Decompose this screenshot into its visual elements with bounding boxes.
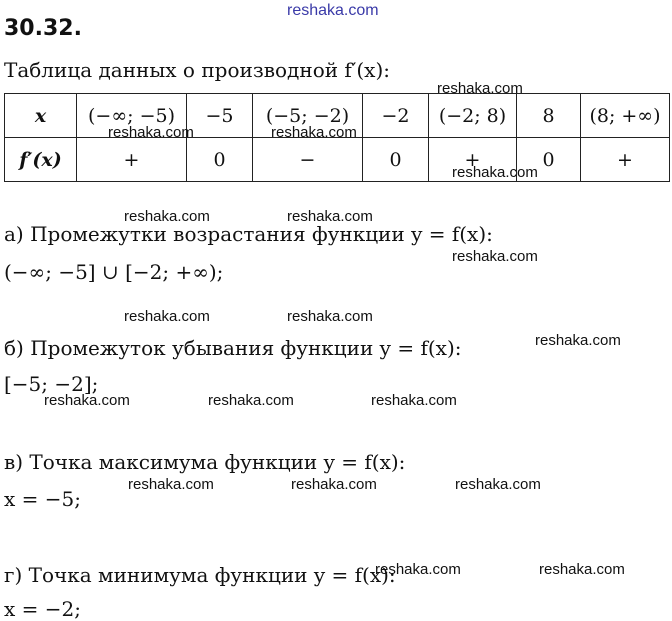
table-header-cell: x xyxy=(5,94,77,138)
table-row-derivative xyxy=(5,138,670,182)
watermark: reshaka.com xyxy=(452,248,538,265)
table-cell: + xyxy=(77,138,187,182)
watermark: reshaka.com xyxy=(287,308,373,325)
table-cell: 0 xyxy=(187,138,253,182)
watermark-top: reshaka.com xyxy=(287,2,379,19)
watermark: reshaka.com xyxy=(128,476,214,493)
watermark: reshaka.com xyxy=(44,392,130,409)
watermark: reshaka.com xyxy=(271,124,357,141)
answer-d-value: x = −2; xyxy=(4,597,81,621)
answer-b-title: б) Промежуток убывания функции y = f(x): xyxy=(4,336,462,360)
answer-a-title: а) Промежутки возрастания функции y = f(x): xyxy=(4,222,493,246)
table-cell: 8 xyxy=(517,94,581,138)
table-cell: 0 xyxy=(363,138,429,182)
watermark: reshaka.com xyxy=(108,124,194,141)
watermark: reshaka.com xyxy=(208,392,294,409)
table-cell: −2 xyxy=(363,94,429,138)
table-cell: + xyxy=(581,138,670,182)
watermark: reshaka.com xyxy=(452,164,538,181)
watermark: reshaka.com xyxy=(291,476,377,493)
answer-d-title: г) Точка минимума функции y = f(x): xyxy=(4,563,396,587)
table-caption: Таблица данных о производной f′(x): xyxy=(4,58,390,82)
table-cell: − xyxy=(253,138,363,182)
watermark: reshaka.com xyxy=(124,208,210,225)
problem-number: 30.32. xyxy=(4,16,82,41)
watermark: reshaka.com xyxy=(371,392,457,409)
table-cell: (−∞; −5) xyxy=(77,94,187,138)
watermark: reshaka.com xyxy=(375,561,461,578)
watermark: reshaka.com xyxy=(539,561,625,578)
answer-c-title: в) Точка максимума функции y = f(x): xyxy=(4,450,406,474)
table-header-cell: f′(x) xyxy=(5,138,77,182)
table-cell: 0 xyxy=(517,138,581,182)
watermark: reshaka.com xyxy=(437,80,523,97)
table-cell: + xyxy=(429,138,517,182)
table-cell: −5 xyxy=(187,94,253,138)
answer-a-value: (−∞; −5] ∪ [−2; +∞); xyxy=(4,260,224,284)
watermark: reshaka.com xyxy=(287,208,373,225)
answer-c-value: x = −5; xyxy=(4,487,81,511)
answer-b-value: [−5; −2]; xyxy=(4,372,99,396)
watermark: reshaka.com xyxy=(535,332,621,349)
table-cell: (8; +∞) xyxy=(581,94,670,138)
table-cell: (−2; 8) xyxy=(429,94,517,138)
watermark: reshaka.com xyxy=(124,308,210,325)
watermark: reshaka.com xyxy=(455,476,541,493)
table-cell: (−5; −2) xyxy=(253,94,363,138)
